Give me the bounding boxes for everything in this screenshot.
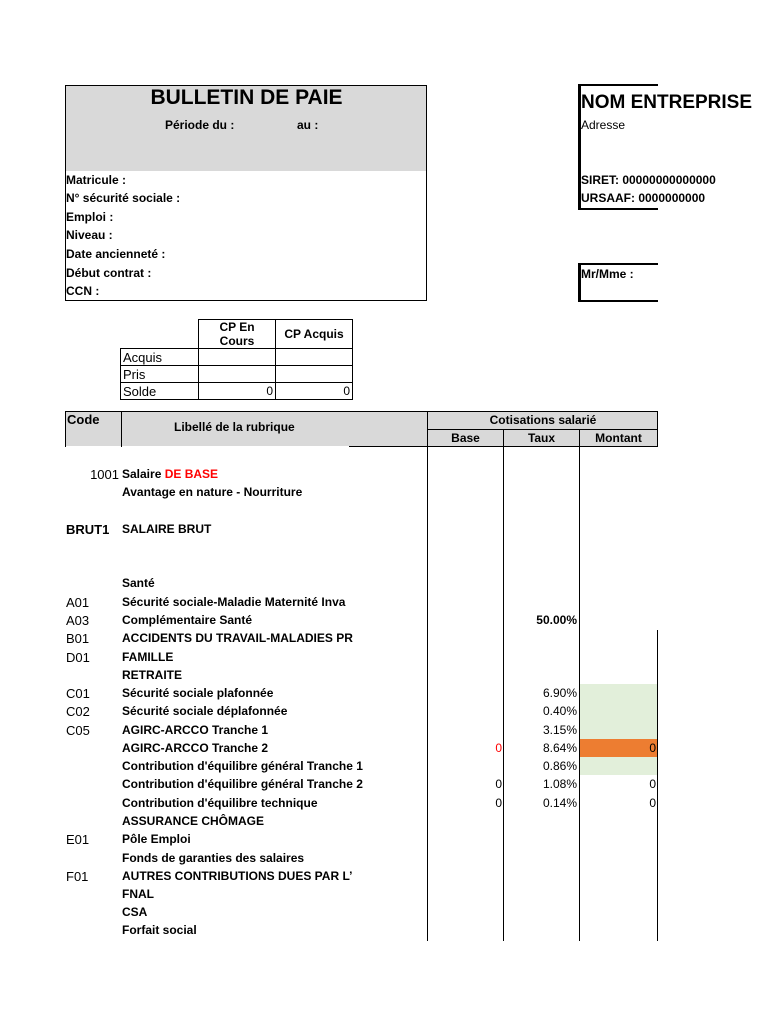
base-value: 0: [495, 777, 502, 791]
paid-leave-table: [120, 319, 353, 400]
cp-cell: 0: [276, 383, 353, 400]
employee-field-contract-start: Début contrat :: [66, 266, 152, 280]
row-code: D01: [66, 650, 90, 665]
base-column-header: Base: [451, 431, 480, 445]
rate-value: 3.15%: [542, 723, 577, 737]
employee-field-job: Emploi :: [66, 210, 114, 224]
row-label: Santé: [122, 576, 155, 590]
employee-field-social-security: N° sécurité sociale :: [66, 191, 181, 205]
row-label: Salaire DE BASE: [122, 467, 219, 481]
cp-cell: [276, 366, 353, 383]
rate-value: 50.00%: [536, 613, 577, 627]
rate-value: 0.86%: [542, 759, 577, 773]
row-code: C05: [66, 723, 90, 738]
rate-value: 6.90%: [542, 686, 577, 700]
company-urssaf: URSAAF: 0000000000: [581, 191, 706, 205]
company-box-border: [578, 208, 658, 210]
label-column-header: Libellé de la rubrique: [174, 420, 295, 434]
row-label: Fonds de garanties des salaires: [122, 851, 305, 865]
row-code: B01: [66, 631, 90, 646]
table-rule: [427, 411, 428, 941]
row-code: 1001: [90, 467, 119, 482]
amount-value: 0: [649, 777, 656, 791]
table-rule: [65, 411, 658, 412]
cp-row-label: Acquis: [121, 349, 199, 366]
table-rule: [657, 411, 658, 447]
row-label: ACCIDENTS DU TRAVAIL-MALADIES PR: [122, 631, 353, 645]
recipient-box-border: [578, 263, 658, 265]
employee-field-seniority: Date ancienneté :: [66, 247, 166, 261]
cp-header-en-cours: CP En Cours: [199, 320, 276, 349]
payslip-title: BULLETIN DE PAIE: [150, 86, 343, 109]
table-rule: [121, 411, 122, 447]
company-siret: SIRET: 00000000000000: [581, 173, 716, 187]
amount-value: 0: [649, 796, 656, 810]
row-label: Sécurité sociale déplafonnée: [122, 704, 288, 718]
row-label: FNAL: [122, 887, 154, 901]
row-label: SALAIRE BRUT: [122, 522, 212, 536]
row-code: E01: [66, 832, 90, 847]
rate-value: 1.08%: [542, 777, 577, 791]
rate-value: 0.14%: [542, 796, 577, 810]
row-label: Contribution d'équilibre technique: [122, 796, 318, 810]
employee-field-matricule: Matricule :: [66, 173, 127, 187]
row-code: C02: [66, 704, 90, 719]
recipient-label: Mr/Mme :: [581, 267, 634, 281]
rate-value: 8.64%: [542, 741, 577, 755]
period-to-label: au :: [297, 118, 319, 132]
row-code: BRUT1: [66, 522, 110, 537]
base-value: 0: [495, 796, 502, 810]
table-rule: [657, 630, 658, 941]
recipient-box-border: [578, 300, 658, 302]
row-code: C01: [66, 686, 90, 701]
company-name: NOM ENTREPRISE: [581, 92, 753, 113]
cp-cell: [199, 366, 276, 383]
row-label: CSA: [122, 905, 148, 919]
amount-column-header: Montant: [595, 431, 642, 445]
row-label: Contribution d'équilibre général Tranche 2: [122, 777, 363, 791]
row-label: AUTRES CONTRIBUTIONS DUES PAR L’: [122, 869, 353, 883]
cp-cell: 0: [199, 383, 276, 400]
row-label-highlight: DE BASE: [164, 467, 219, 481]
table-rule: [503, 429, 504, 941]
rate-value: 0.40%: [542, 704, 577, 718]
row-label: Complémentaire Santé: [122, 613, 253, 627]
company-address: Adresse: [581, 118, 626, 132]
employee-contributions-header: Cotisations salarié: [489, 413, 597, 427]
rate-column-header: Taux: [527, 431, 556, 445]
cp-row-label: Pris: [121, 366, 199, 383]
rate-cell-highlight: [580, 684, 657, 739]
cp-row-label: Solde: [121, 383, 199, 400]
cp-cell: [276, 349, 353, 366]
row-label: Contribution d'équilibre général Tranche 1: [122, 759, 363, 773]
table-rule: [65, 411, 66, 447]
row-label: AGIRC-ARCCO Tranche 2: [122, 741, 269, 755]
table-rule: [428, 429, 658, 430]
row-label: ASSURANCE CHÔMAGE: [122, 814, 265, 828]
base-value: 0: [495, 741, 502, 755]
row-label: Sécurité sociale-Maladie Maternité Inva: [122, 595, 346, 609]
company-box-border: [578, 84, 658, 86]
employee-field-level: Niveau :: [66, 228, 113, 242]
employee-field-ccn: CCN :: [66, 284, 100, 298]
rate-cell-highlight: [580, 757, 657, 775]
row-label: Sécurité sociale plafonnée: [122, 686, 274, 700]
cp-cell: [199, 349, 276, 366]
row-label: Forfait social: [122, 923, 197, 937]
row-label: FAMILLE: [122, 650, 174, 664]
period-from-label: Période du :: [165, 118, 235, 132]
row-code: F01: [66, 869, 89, 884]
row-label: Pôle Emploi: [122, 832, 191, 846]
row-code: A01: [66, 595, 90, 610]
row-label: Avantage en nature - Nourriture: [122, 485, 303, 499]
amount-value: 0: [649, 741, 656, 755]
row-label: AGIRC-ARCCO Tranche 1: [122, 723, 269, 737]
row-label: RETRAITE: [122, 668, 182, 682]
table-rule: [579, 429, 580, 941]
cp-header-acquis: CP Acquis: [276, 320, 353, 349]
code-column-header: Code: [67, 412, 100, 427]
row-code: A03: [66, 613, 90, 628]
